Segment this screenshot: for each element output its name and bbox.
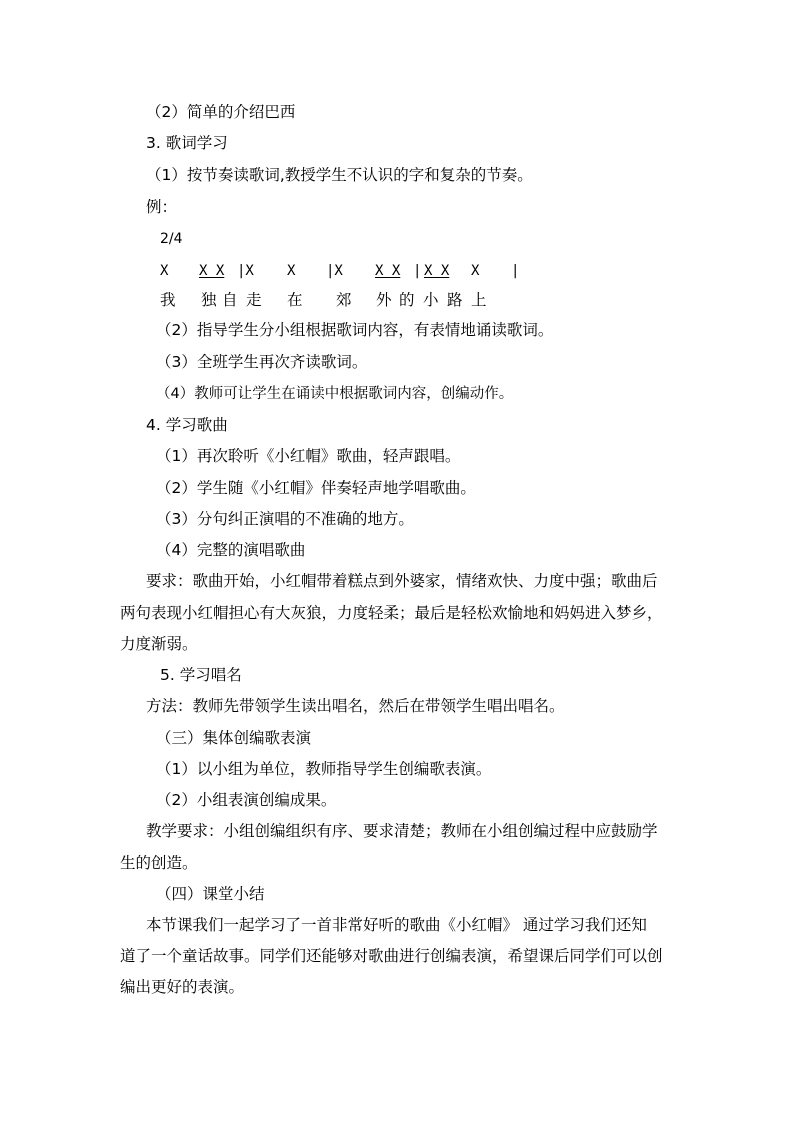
lyric-char: 路 — [447, 291, 463, 309]
paragraph-line: 生的创造。 — [120, 854, 198, 872]
note-pair: X X — [375, 263, 401, 279]
lyric-char: 的 — [399, 291, 415, 309]
lyric-char: 我 — [160, 291, 176, 309]
barline-note: |X — [326, 263, 343, 279]
paragraph-line: 两句表现小红帽担心有大灰狼，力度轻柔；最后是轻松欢愉地和妈妈进入梦乡， — [120, 604, 663, 622]
paragraph-line: 教学要求：小组创编组织有序、要求清楚；教师在小组创编过程中应鼓励学 — [146, 822, 658, 840]
text-line: （3）全班学生再次齐读歌词。 — [156, 353, 368, 371]
lyric-char: 郊 — [336, 291, 352, 309]
text-line: （4）完整的演唱歌曲 — [156, 541, 306, 559]
section-heading: 3. 歌词学习 — [146, 134, 228, 152]
section-heading: （三）集体创编歌表演 — [156, 729, 312, 747]
lyric-char: 小 — [423, 291, 439, 309]
lyrics-line — [0, 290, 794, 310]
paragraph-line: 方法：教师先带领学生读出唱名，然后在带领学生唱出唱名。 — [146, 697, 565, 715]
text-line: （4）教师可让学生在诵读中根据歌词内容，创编动作。 — [156, 386, 514, 402]
section-heading: （四）课堂小结 — [156, 885, 265, 903]
text-line: （2）小组表演创编成果。 — [156, 791, 337, 809]
note-pair: X X — [424, 263, 450, 279]
paragraph-line: 编出更好的表演。 — [120, 978, 245, 996]
lyric-char: 独 — [201, 291, 217, 309]
paragraph-line: 要求：歌曲开始，小红帽带着糕点到外婆家，情绪欢快、力度中强；歌曲后 — [146, 572, 658, 590]
barline: | — [511, 263, 520, 279]
lyric-char: 上 — [471, 291, 487, 309]
text-line: （1）按节奏读歌词,教授学生不认识的字和复杂的节奏。 — [146, 166, 533, 184]
note: X — [471, 263, 480, 279]
barline-note: |X — [237, 263, 254, 279]
note: X — [287, 263, 296, 279]
lyric-char: 在 — [287, 291, 303, 309]
text-line: （2）学生随《小红帽》伴奏轻声地学唱歌曲。 — [156, 479, 476, 497]
lyric-char: 自 — [222, 291, 238, 309]
note-pair: X X — [199, 263, 225, 279]
section-heading: 4. 学习歌曲 — [146, 416, 228, 434]
paragraph-line: 力度渐弱。 — [120, 635, 198, 653]
paragraph-line: 道了一个童话故事。同学们还能够对歌曲进行创编表演，希望课后同学们可以创 — [120, 947, 663, 965]
section-heading: 5. 学习唱名 — [160, 666, 242, 684]
text-line: （2）简单的介绍巴西 — [146, 103, 296, 121]
text-line: （2）指导学生分小组根据歌词内容，有表情地诵读歌词。 — [156, 321, 554, 339]
text-line: （1）再次聆听《小红帽》歌曲，轻声跟唱。 — [156, 447, 461, 465]
text-line: （1）以小组为单位，教师指导学生创编歌表演。 — [156, 760, 492, 778]
example-label: 例： — [146, 198, 178, 216]
lyric-char: 外 — [376, 291, 392, 309]
text-line: （3）分句纠正演唱的不准确的地方。 — [156, 510, 414, 528]
lyric-char: 走 — [246, 291, 262, 309]
time-signature: 2/4 — [160, 231, 183, 247]
note: X — [160, 263, 169, 279]
rhythm-notation — [0, 261, 794, 281]
barline: | — [413, 263, 422, 279]
paragraph-line: 本节课我们一起学习了一首非常好听的歌曲《小红帽》 通过学习我们还知 — [146, 916, 647, 934]
